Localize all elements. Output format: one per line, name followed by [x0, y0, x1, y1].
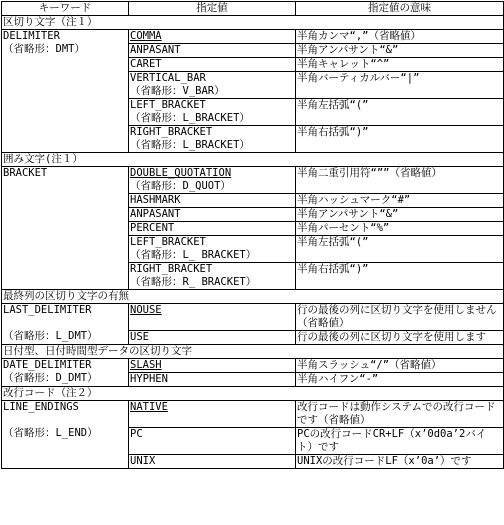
meaning-cell: 半角アンパサント“&” — [296, 44, 504, 58]
section-title-row — [2, 153, 504, 167]
value-name: PERCENT — [130, 222, 175, 234]
value-name: RIGHT_BRACKET — [130, 263, 213, 275]
keyword: LAST_DELIMITER — [3, 304, 92, 316]
value-cell — [129, 304, 296, 331]
section-title-row — [2, 290, 504, 304]
meaning-cell: 半角ハッシュマーク“#” — [296, 194, 504, 208]
value-cell — [129, 72, 296, 99]
header-keyword: キーワード — [2, 2, 129, 16]
value-cell — [129, 44, 296, 58]
keyword-spacer — [3, 414, 127, 427]
section-title: 区切り文字（注１） — [2, 16, 504, 30]
value-name: LEFT_BRACKET — [130, 236, 206, 248]
value-name: HYPHEN — [130, 373, 168, 385]
meaning-cell: 半角左括弧“(” — [296, 99, 504, 126]
value-name: NOUSE — [130, 304, 162, 316]
value-name: ANPASANT — [130, 208, 181, 220]
keyword-cell — [2, 359, 129, 387]
value-name: PC — [130, 428, 143, 440]
value-alias: （省略形：L_BRACKET） — [130, 139, 250, 151]
value-name: ANPASANT — [130, 44, 181, 56]
table-row — [2, 30, 504, 44]
meaning-cell: PCの改行コードCR+LF（x’0d0a’2バイト）です — [296, 428, 504, 455]
value-cell — [129, 428, 296, 455]
value-alias: （省略形：V_BAR） — [130, 85, 225, 97]
meaning-cell: 半角カンマ“,”（省略値） — [296, 30, 504, 44]
meaning-cell: 半角ハイフン“-” — [296, 373, 504, 387]
value-cell — [129, 99, 296, 126]
spec-body — [2, 16, 504, 469]
meaning-cell: UNIXの改行コードLF（x’0a’）です — [296, 455, 504, 469]
value-name: HASHMARK — [130, 194, 181, 206]
meaning-cell: 行の最後の列に区切り文字を使用しません（省略値） — [296, 304, 504, 331]
spec-table — [1, 1, 504, 469]
meaning-cell: 半角二重引用符“””（省略値） — [296, 167, 504, 194]
meaning-cell: 半角左括弧“(” — [296, 236, 504, 263]
meaning-cell: 半角キャレット“^” — [296, 58, 504, 72]
section-title-row — [2, 387, 504, 401]
value-cell — [129, 208, 296, 222]
section-title: 改行コード（注２） — [2, 387, 504, 401]
section-title: 囲み文字(注１） — [2, 153, 504, 167]
value-name: COMMA — [130, 30, 162, 42]
keyword: DATE_DELIMITER — [3, 359, 92, 371]
keyword-alias: （省略形：L_END） — [3, 427, 98, 439]
value-alias: （省略形：R_ BRACKET） — [130, 276, 257, 288]
value-cell — [129, 30, 296, 44]
value-name: CARET — [130, 58, 162, 70]
value-name: DOUBLE_QUOTATION — [130, 167, 232, 179]
keyword-spacer — [3, 317, 127, 330]
keyword: DELIMITER — [3, 30, 60, 42]
value-name: NATIVE — [130, 401, 168, 413]
value-cell — [129, 194, 296, 208]
table-row — [2, 304, 504, 331]
keyword-cell — [2, 304, 129, 345]
keyword-cell — [2, 167, 129, 290]
meaning-cell: 半角右括弧“)” — [296, 263, 504, 290]
meaning-cell: 半角スラッシュ“/”（省略値） — [296, 359, 504, 373]
meaning-cell: 半角パーセント“%” — [296, 222, 504, 236]
value-name: USE — [130, 331, 149, 343]
keyword: BRACKET — [3, 167, 48, 179]
value-cell — [129, 263, 296, 290]
value-cell — [129, 222, 296, 236]
value-cell — [129, 359, 296, 373]
value-cell — [129, 373, 296, 387]
header-meaning: 指定値の意味 — [296, 2, 504, 16]
value-name: SLASH — [130, 359, 162, 371]
section-title-row — [2, 16, 504, 30]
keyword: LINE_ENDINGS — [3, 401, 79, 413]
value-cell — [129, 401, 296, 428]
meaning-cell: 行の最後の列に区切り文字を使用します — [296, 331, 504, 345]
value-cell — [129, 236, 296, 263]
meaning-cell: 半角アンパサント“&” — [296, 208, 504, 222]
value-cell — [129, 58, 296, 72]
keyword-alias: （省略形：D_DMT） — [3, 372, 98, 384]
value-cell — [129, 455, 296, 469]
value-cell — [129, 167, 296, 194]
value-name: LEFT_BRACKET — [130, 99, 206, 111]
meaning-cell: 半角右括弧“)” — [296, 126, 504, 153]
value-alias: （省略形：L_ BRACKET） — [130, 249, 257, 261]
table-row — [2, 167, 504, 194]
section-title: 日付型、日付時間型データの区切り文字 — [2, 345, 504, 359]
keyword-cell — [2, 401, 129, 469]
header-row — [2, 2, 504, 16]
value-name: RIGHT_BRACKET — [130, 126, 213, 138]
meaning-cell: 改行コードは動作システムでの改行コードです（省略値） — [296, 401, 504, 428]
keyword-alias: （省略形：DMT） — [3, 43, 85, 55]
section-title-row — [2, 345, 504, 359]
value-alias: （省略形：L_BRACKET） — [130, 112, 250, 124]
header-value: 指定値 — [129, 2, 296, 16]
keyword-cell — [2, 30, 129, 153]
table-row — [2, 401, 504, 428]
value-name: VERTICAL_BAR — [130, 72, 206, 84]
value-cell — [129, 126, 296, 153]
value-name: UNIX — [130, 455, 156, 467]
section-title: 最終列の区切り文字の有無 — [2, 290, 504, 304]
meaning-cell: 半角バーティカルバー“|” — [296, 72, 504, 99]
table-row — [2, 359, 504, 373]
value-cell — [129, 331, 296, 345]
keyword-alias: （省略形：L_DMT） — [3, 330, 98, 342]
value-alias: （省略形：D_QUOT） — [130, 180, 231, 192]
